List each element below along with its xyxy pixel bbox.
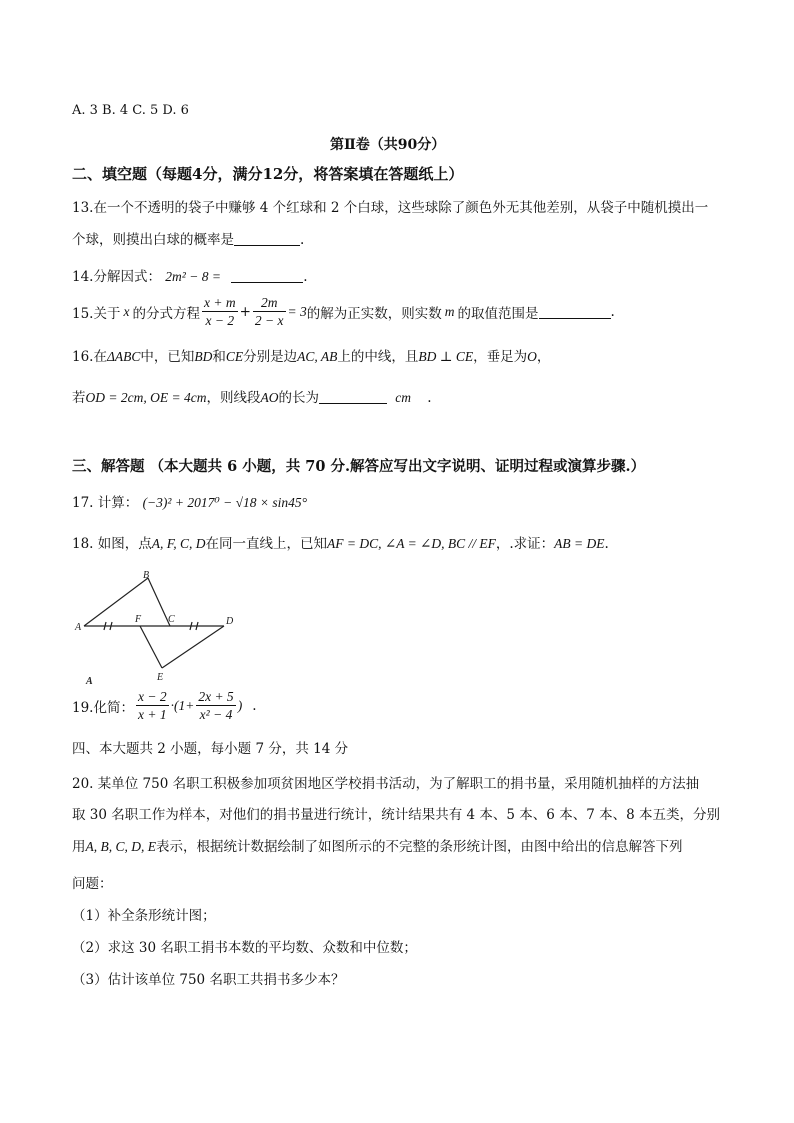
q13-line2 — [72, 228, 304, 248]
q20-sub3: （3）估计该单位 750 名职工共捐书多少本？ — [72, 972, 345, 988]
q16-math: O — [527, 349, 537, 364]
geometry-figure — [72, 568, 242, 686]
q14-expression: 2m² − 8 = — [165, 269, 221, 284]
q16-text: 16.在 — [72, 349, 107, 365]
label-b: B — [143, 570, 150, 581]
q20-line2: 取 30 名职工作为样本，对他们的捐书量进行统计，统计结果共有 4 本、5 本、6 本、7 本、8 本五类，分别 — [72, 807, 720, 823]
q13-text: 个球，则摸出白球的概率是 — [72, 232, 234, 248]
q18-math: A, F, C, D — [151, 536, 206, 551]
q16-math: AO — [260, 390, 279, 405]
segment-ef — [140, 626, 162, 668]
fraction-denominator: 2 − x — [254, 313, 284, 328]
q16-math: OD = 2cm, OE = 4cm — [85, 390, 207, 405]
period: . — [300, 232, 305, 248]
period: . — [252, 697, 257, 714]
q19-prefix: 19.化简： — [72, 699, 134, 716]
label-f: F — [135, 614, 142, 625]
q20-text: 用 — [72, 839, 86, 855]
q15-suffix2: 的取值范围是 — [457, 305, 539, 322]
q20-math: A, B, C, D, E — [85, 839, 156, 854]
fraction-numerator: x − 2 — [137, 689, 167, 704]
segment-de — [162, 626, 224, 668]
fraction-2 — [253, 294, 286, 329]
fraction-denominator: x² − 4 — [199, 707, 233, 722]
period: . — [303, 269, 308, 285]
q16-math: CE — [225, 349, 244, 364]
q16-math: BD — [194, 349, 213, 364]
answer-blank[interactable] — [234, 231, 300, 246]
q16-math: AC, AB — [297, 349, 338, 364]
q15-suffix: 的解为正实数，则实数 — [306, 305, 442, 322]
q17-prefix: 17. 计算： — [72, 495, 139, 511]
q17 — [72, 491, 307, 511]
q16-line2 — [72, 386, 432, 406]
q14 — [72, 265, 308, 285]
fraction-1 — [136, 688, 169, 723]
period: . — [604, 536, 609, 552]
label-a: A — [75, 622, 82, 633]
label-corner: A — [86, 676, 93, 686]
fill-heading: 二、填空题（每题4分，满分12分，将答案填在答题纸上） — [72, 165, 464, 183]
q16-line1 — [72, 345, 550, 365]
q20-line4: 问题： — [72, 876, 113, 892]
plus-sign: + — [239, 303, 251, 320]
q16-text: 中，已知 — [140, 349, 195, 365]
q16-text: 的长为 — [278, 390, 319, 406]
q16-text: ，垂足为 — [473, 349, 528, 365]
label-e: E — [157, 672, 164, 683]
q15-var2: m — [444, 303, 455, 319]
fraction-numerator: 2x + 5 — [198, 689, 234, 704]
period: . — [610, 303, 615, 320]
answer-blank[interactable] — [231, 268, 303, 283]
q15-prefix: 15.关于 — [72, 305, 121, 322]
q17-expression: (−3)² + 2017⁰ − √18 × sin45° — [142, 495, 308, 510]
q19-close: ) — [237, 697, 243, 713]
q16-math: BD ⊥ CE — [418, 349, 474, 364]
q18 — [72, 532, 609, 552]
solve-heading: 三、解答题 （本大题共 6 小题，共 70 分.解答应写出文字说明、证明过程或演算步骤.） — [72, 458, 646, 475]
q16-text: 若 — [72, 390, 86, 406]
q19 — [72, 688, 256, 723]
q16-text: ，则线段 — [206, 390, 261, 406]
q20-line1: 20. 某单位 750 名职工积极参加项贫困地区学校捐书活动，为了解职工的捐书量，采用随机抽样的方法抽 — [72, 776, 700, 792]
label-d: D — [226, 616, 234, 627]
q15-var: x — [123, 303, 130, 319]
q16-text: 分别是边 — [243, 349, 298, 365]
q14-prefix: 14.分解因式： — [72, 269, 161, 285]
section-title: 第Ⅱ卷（共90分） — [330, 137, 446, 153]
q16-text: 和 — [212, 349, 226, 365]
q16-text: ， — [536, 349, 551, 365]
q16-math: ΔABC — [106, 349, 141, 364]
q16-text: 上的中线，且 — [337, 349, 419, 365]
unit-cm: cm — [395, 390, 411, 405]
q18-text: ，.求证： — [495, 536, 555, 552]
fraction-numerator: 2m — [253, 294, 286, 312]
q20-sub1: （1）补全条形统计图； — [72, 908, 216, 924]
q18-math: AF = DC, ∠A = ∠D, BC // EF — [327, 536, 496, 551]
segment-bc — [148, 578, 170, 626]
q18-text: 在同一直线上，已知 — [205, 536, 328, 552]
fraction-denominator: x + 1 — [137, 707, 167, 722]
fraction-1 — [202, 294, 238, 329]
q15-mid: 的分式方程 — [132, 305, 200, 322]
q19-operator: ·(1+ — [170, 697, 195, 713]
q12-options: A. 3 B. 4 C. 5 D. 6 — [72, 103, 189, 118]
fraction-denominator: x − 2 — [205, 313, 235, 328]
q13-line1: 13.在一个不透明的袋子中赚够 4 个红球和 2 个白球，这些球除了颜色外无其他差别，从袋子中随机摸出一 — [72, 200, 709, 216]
answer-blank[interactable] — [539, 304, 611, 319]
fraction-2 — [196, 688, 235, 723]
q20-sub2: （2）求这 30 名职工捐书本数的平均数、众数和中位数； — [72, 940, 417, 956]
q18-text: 18. 如图，点 — [72, 536, 152, 552]
equals-three: = 3 — [287, 303, 307, 319]
label-c: C — [168, 614, 175, 625]
q15 — [72, 294, 615, 329]
part4-heading: 四、本大题共 2 小题，每小题 7 分，共 14 分 — [72, 741, 349, 757]
q20-text: 表示，根据统计数据绘制了如图所示的不完整的条形统计图，由图中给出的信息解答下列 — [156, 839, 683, 855]
answer-blank[interactable] — [319, 389, 387, 404]
q20-line3 — [72, 835, 683, 855]
period: . — [427, 390, 432, 406]
fraction-numerator: x + m — [203, 295, 236, 310]
q18-math: AB = DE — [554, 536, 605, 551]
